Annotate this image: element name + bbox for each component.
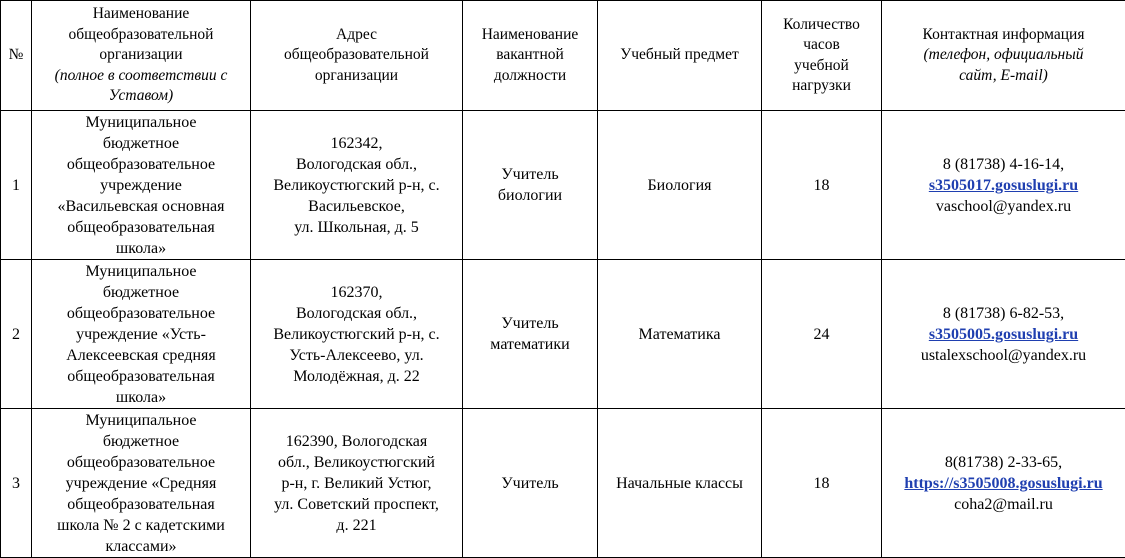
header-hours-line: нагрузки: [766, 76, 877, 97]
header-contact-title: Контактная информация: [886, 25, 1121, 46]
org-line: школа»: [36, 238, 246, 259]
address-line: Великоустюгский р-н, с.: [255, 324, 458, 345]
header-org-name-line: общеобразовательной: [36, 25, 246, 46]
contact-site-wrap: [886, 324, 1121, 345]
table-row: [1, 260, 1125, 409]
address-line: Усть-Алексеево, ул.: [255, 345, 458, 366]
contact-phone: 8 (81738) 6-82-53,: [886, 303, 1121, 324]
header-org-name-note: (полное в соответствии с: [36, 66, 246, 87]
contact-phone: 8(81738) 2-33-65,: [886, 452, 1121, 473]
table-row: [1, 409, 1125, 558]
address-line: 162370,: [255, 282, 458, 303]
header-subject: Учебный предмет: [598, 1, 762, 111]
org-line: общеобразовательное: [36, 303, 246, 324]
header-hours-line: учебной: [766, 56, 877, 77]
contact-email: ustalexschool@yandex.ru: [886, 345, 1121, 366]
cell-position: [463, 409, 598, 558]
cell-hours: 24: [762, 260, 882, 409]
header-hours-line: часов: [766, 35, 877, 56]
org-line: Муниципальное: [36, 410, 246, 431]
address-line: Васильевское,: [255, 196, 458, 217]
org-line: Муниципальное: [36, 112, 246, 133]
org-line: бюджетное: [36, 133, 246, 154]
header-address-line: общеобразовательной: [255, 45, 458, 66]
address-line: 162390, Вологодская: [255, 431, 458, 452]
contact-site-wrap: [886, 473, 1121, 494]
address-line: Вологодская обл.,: [255, 154, 458, 175]
address-line: обл., Великоустюгский: [255, 452, 458, 473]
address-line: ул. Советский проспект,: [255, 494, 458, 515]
org-line: общеобразовательное: [36, 452, 246, 473]
table-row: [1, 111, 1125, 260]
cell-num: 1: [1, 111, 32, 260]
contact-email: vaschool@yandex.ru: [886, 196, 1121, 217]
org-line: общеобразовательная: [36, 494, 246, 515]
cell-org-name: [32, 409, 251, 558]
contact-site-wrap: [886, 175, 1121, 196]
header-position: [463, 1, 598, 111]
cell-address: [251, 409, 463, 558]
cell-hours: 18: [762, 409, 882, 558]
org-line: бюджетное: [36, 282, 246, 303]
org-line: учреждение «Усть-: [36, 324, 246, 345]
header-address-line: Адрес: [255, 25, 458, 46]
org-line: бюджетное: [36, 431, 246, 452]
cell-hours: 18: [762, 111, 882, 260]
contact-email: coha2@mail.ru: [886, 494, 1121, 515]
table-header-row: [1, 1, 1125, 111]
contact-phone: 8 (81738) 4-16-14,: [886, 154, 1121, 175]
cell-org-name: [32, 260, 251, 409]
address-line: д. 221: [255, 515, 458, 536]
org-line: школа»: [36, 387, 246, 408]
header-contact-note: сайт, E-mail): [886, 66, 1121, 87]
header-address-line: организации: [255, 66, 458, 87]
org-line: Алексеевская средняя: [36, 345, 246, 366]
header-address: [251, 1, 463, 111]
cell-subject: Начальные классы: [598, 409, 762, 558]
cell-num: 2: [1, 260, 32, 409]
address-line: р-н, г. Великий Устюг,: [255, 473, 458, 494]
cell-num: 3: [1, 409, 32, 558]
cell-position: [463, 111, 598, 260]
cell-address: [251, 260, 463, 409]
cell-position: [463, 260, 598, 409]
header-position-line: Наименование: [467, 25, 593, 46]
header-org-name-line: организации: [36, 45, 246, 66]
header-contact: [882, 1, 1125, 111]
cell-subject: Биология: [598, 111, 762, 260]
org-line: общеобразовательная: [36, 366, 246, 387]
header-hours-line: Количество: [766, 15, 877, 36]
address-line: Молодёжная, д. 22: [255, 366, 458, 387]
header-num: №: [1, 1, 32, 111]
address-line: ул. Школьная, д. 5: [255, 217, 458, 238]
position-line: биологии: [467, 185, 593, 206]
cell-org-name: [32, 111, 251, 260]
org-line: школа № 2 с кадетскими: [36, 515, 246, 536]
cell-subject: Математика: [598, 260, 762, 409]
address-line: Великоустюгский р-н, с.: [255, 175, 458, 196]
header-org-name-line: Наименование: [36, 4, 246, 25]
position-line: математики: [467, 334, 593, 355]
org-line: общеобразовательная: [36, 217, 246, 238]
org-line: Муниципальное: [36, 261, 246, 282]
contact-site-link[interactable]: s3505017.gosuslugi.ru: [929, 177, 1078, 194]
address-line: Вологодская обл.,: [255, 303, 458, 324]
cell-address: [251, 111, 463, 260]
header-position-line: должности: [467, 66, 593, 87]
org-line: общеобразовательное: [36, 154, 246, 175]
org-line: «Васильевская основная: [36, 196, 246, 217]
header-hours: [762, 1, 882, 111]
address-line: 162342,: [255, 133, 458, 154]
org-line: учреждение «Средняя: [36, 473, 246, 494]
contact-site-link[interactable]: s3505005.gosuslugi.ru: [929, 326, 1078, 343]
org-line: учреждение: [36, 175, 246, 196]
cell-contact: [882, 111, 1125, 260]
org-line: классами»: [36, 536, 246, 557]
cell-contact: [882, 409, 1125, 558]
position-line: Учитель: [467, 313, 593, 334]
header-position-line: вакантной: [467, 45, 593, 66]
position-line: Учитель: [467, 164, 593, 185]
header-contact-note: (телефон, официальный: [886, 45, 1121, 66]
position-line: Учитель: [467, 473, 593, 494]
header-org-name-note: Уставом): [36, 86, 246, 107]
contact-site-link[interactable]: https://s3505008.gosuslugi.ru: [904, 475, 1102, 492]
header-org-name: [32, 1, 251, 111]
cell-contact: [882, 260, 1125, 409]
